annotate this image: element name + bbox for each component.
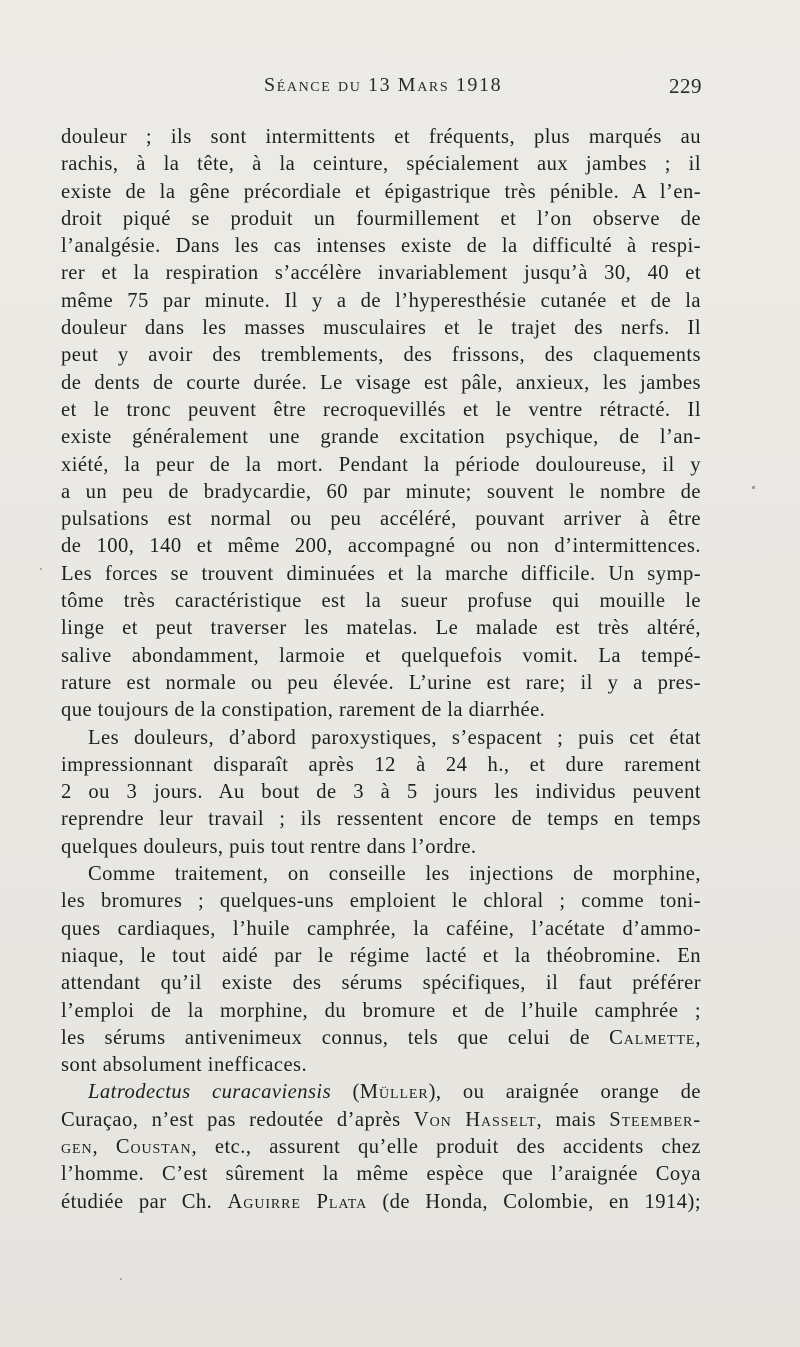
text-line: ques cardiaques, l’huile camphrée, la caféine, l’acétate d’ammo- <box>61 917 701 940</box>
text-segment: Curaçao, n’est pas redoutée d’après <box>61 1108 414 1131</box>
text-segment: étudiée par Ch. <box>61 1190 228 1213</box>
text-line: tôme très caractéristique est la sueur profuse qui mouille le <box>61 590 701 613</box>
text-segment: (de Honda, Colombie, en 1914); <box>367 1190 701 1213</box>
text-line: douleur dans les masses musculaires et le trajet des nerfs. Il <box>61 317 701 340</box>
text-line: l’emploi de la morphine, du bromure et de l’huile camphrée ; <box>61 999 701 1022</box>
text-segment: , mais <box>536 1108 610 1131</box>
text-line: niaque, le tout aidé par le régime lacté et la théobromine. En <box>61 944 701 967</box>
text-segment: , etc., assurent qu’elle produit des accidents chez <box>191 1135 701 1158</box>
text-line: douleur ; ils sont intermittents et fréquents, plus marqués au <box>61 126 701 148</box>
text-segment: ( <box>331 1081 360 1104</box>
text-line: même 75 par minute. Il y a de l’hyperesthésie cutanée et de la <box>61 289 701 312</box>
text-line <box>61 1025 701 1052</box>
text-segment: , <box>695 1026 701 1049</box>
author-name: gen <box>61 1135 93 1158</box>
text-line: 2 ou 3 jours. Au bout de 3 à 5 jours les individus peuvent <box>61 781 701 804</box>
text-line: a un peu de bradycardie, 60 par minute; souvent le nombre de <box>61 480 701 503</box>
text-line: l’homme. C’est sûrement la même espèce que l’araignée Coya <box>61 1163 701 1186</box>
species-name: Latrodectus curacaviensis <box>88 1081 332 1104</box>
text-line: les bromures ; quelques-uns emploient le chloral ; comme toni- <box>61 890 701 913</box>
author-name: Von Hasselt <box>413 1108 537 1131</box>
page-number: 229 <box>669 74 702 98</box>
text-line: et le tronc peuvent être recroquevillés et le ventre rétracté. Il <box>61 398 701 421</box>
text-line: pulsations est normal ou peu accéléré, pouvant arriver à être <box>61 508 701 531</box>
text-line: linge et peut traverser les matelas. Le malade est très altéré, <box>61 617 701 640</box>
text-line: sont absolument inefficaces. <box>61 1054 308 1077</box>
author-name: Calmette <box>609 1026 696 1049</box>
text-line: attendant qu’il existe des sérums spécifiques, il faut préférer <box>61 972 701 995</box>
paper-speck <box>40 568 42 570</box>
paper-speck <box>752 486 755 489</box>
text-line: rer et la respiration s’accélère invariablement jusqu’à 30, 40 et <box>61 262 701 285</box>
text-line: rachis, à la tête, à la ceinture, spécialement aux jambes ; il <box>61 153 701 176</box>
text-line <box>61 1107 701 1134</box>
text-line: salive abondamment, larmoie et quelquefois vomit. La tempé- <box>61 644 701 667</box>
text-line: de dents de courte durée. Le visage est pâle, anxieux, les jambes <box>61 371 701 394</box>
text-segment: les sérums antivenimeux connus, tels que celui de <box>61 1026 610 1049</box>
text-segment: ), ou araignée orange de <box>428 1081 701 1104</box>
running-head <box>0 74 800 108</box>
author-name: Aguirre Plata <box>227 1190 368 1213</box>
text-line: xiété, la peur de la mort. Pendant la période douloureuse, il y <box>61 453 701 476</box>
text-line: existe généralement une grande excitation psychique, de l’an- <box>61 426 701 449</box>
text-segment: , <box>92 1135 116 1158</box>
text-line: l’analgésie. Dans les cas intenses existe de la difficulté à respi- <box>61 235 701 258</box>
text-line: Comme traitement, on conseille les injections de morphine, <box>88 863 701 886</box>
text-line <box>61 1079 701 1106</box>
text-line: rature est normale ou peu élevée. L’urine est rare; il y a pres- <box>61 671 701 694</box>
running-head-title: Séance du 13 Mars 1918 <box>264 74 503 96</box>
text-line: existe de la gêne précordiale et épigastrique très pénible. A l’en- <box>61 180 701 203</box>
text-line: reprendre leur travail ; ils ressentent encore de temps en temps <box>61 808 701 831</box>
text-line: Les forces se trouvent diminuées et la marche difficile. Un symp- <box>61 562 701 585</box>
author-name: Coustan <box>115 1135 192 1158</box>
text-line <box>61 1189 701 1216</box>
author-name: Steember- <box>609 1108 701 1131</box>
text-line: Les douleurs, d’abord paroxystiques, s’espacent ; puis cet état <box>88 726 701 749</box>
body-text <box>61 124 701 1216</box>
text-line: quelques douleurs, puis tout rentre dans l’ordre. <box>61 835 477 858</box>
text-line: impressionnant disparaît après 12 à 24 h., et dure rarement <box>61 753 701 776</box>
text-line: peut y avoir des tremblements, des frissons, des claquements <box>61 344 701 367</box>
text-line: de 100, 140 et même 200, accompagné ou non d’intermittences. <box>61 535 701 558</box>
author-name: Müller <box>359 1081 429 1104</box>
text-line: que toujours de la constipation, rarement de la diarrhée. <box>61 699 546 722</box>
text-line: droit piqué se produit un fourmillement et l’on observe de <box>61 207 701 230</box>
text-line <box>61 1134 701 1161</box>
paper-speck <box>120 1278 122 1280</box>
